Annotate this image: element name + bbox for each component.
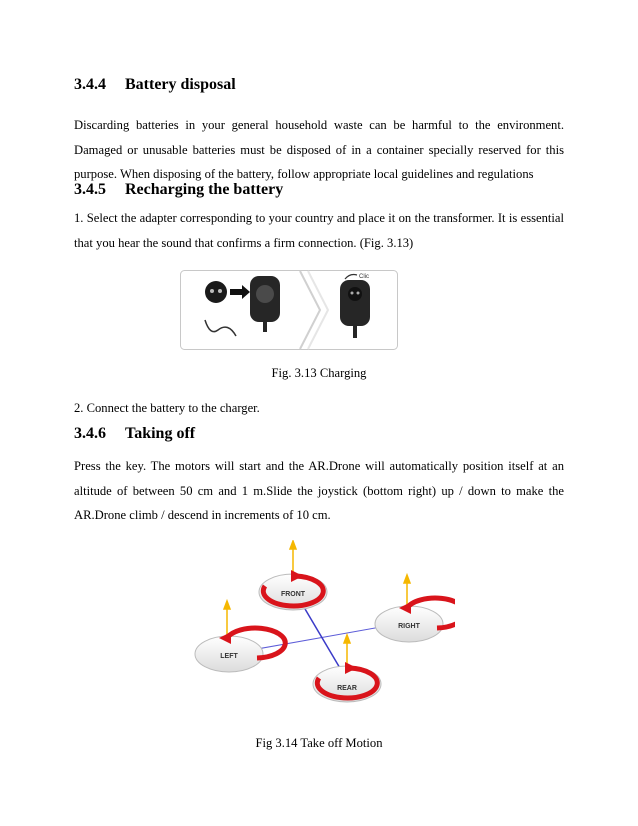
rotor-front — [259, 570, 327, 610]
paragraph-taking-off: Press the key. The motors will start and the AR.Drone will automatically position itself at an altitude of between 50 cm and 1 m.Slide the joystick (bottom right) up / down to make the AR.Drone climb / descend in increments of 10 cm. — [74, 459, 564, 523]
charging-figure — [180, 270, 398, 350]
caption-takeoff: Fig 3.14 Take off Motion — [255, 736, 383, 750]
up-arrow-icon — [290, 541, 296, 549]
rotor-label-rear: REAR — [337, 685, 357, 692]
takeoff-motion-figure — [185, 540, 455, 710]
section-number: 3.4.4 — [74, 76, 106, 93]
up-arrow-icon — [344, 635, 350, 643]
up-arrow-icon — [404, 575, 410, 583]
caption-charging: Fig. 3.13 Charging — [271, 366, 367, 380]
paragraph-recharging: 1. Select the adapter corresponding to your country and place it on the transformer. It is essential that you hear the sound that confirms a firm connection. (Fig. 3.13) — [74, 211, 564, 250]
heading-taking-off — [74, 425, 195, 443]
adapter-plug-icon — [205, 281, 227, 303]
section-title: Battery disposal — [125, 76, 236, 93]
rotor-rear — [313, 662, 381, 702]
section-title: Taking off — [125, 425, 196, 442]
rotor-label-right: RIGHT — [398, 623, 420, 630]
click-label: Clic — [359, 274, 369, 280]
paragraph-battery-disposal: Discarding batteries in your general household waste can be harmful to the environment. Damaged or unusable batteries must be disposed of in a container specially reserved for this purpose. When disposing of the battery, follow appropriate local guidelines and regulations — [74, 118, 564, 182]
rotor-left — [195, 628, 285, 672]
section-number: 3.4.6 — [74, 425, 106, 442]
rotor-right — [375, 598, 455, 642]
rotor-label-left: LEFT — [220, 653, 238, 660]
heading-recharging — [74, 181, 283, 199]
section-title: Recharging the battery — [125, 181, 284, 198]
heading-battery-disposal — [74, 76, 236, 94]
section-number: 3.4.5 — [74, 181, 106, 198]
up-arrow-icon — [224, 601, 230, 609]
rotor-label-front: FRONT — [280, 591, 306, 598]
paragraph-connect-battery: 2. Connect the battery to the charger. — [74, 401, 260, 415]
